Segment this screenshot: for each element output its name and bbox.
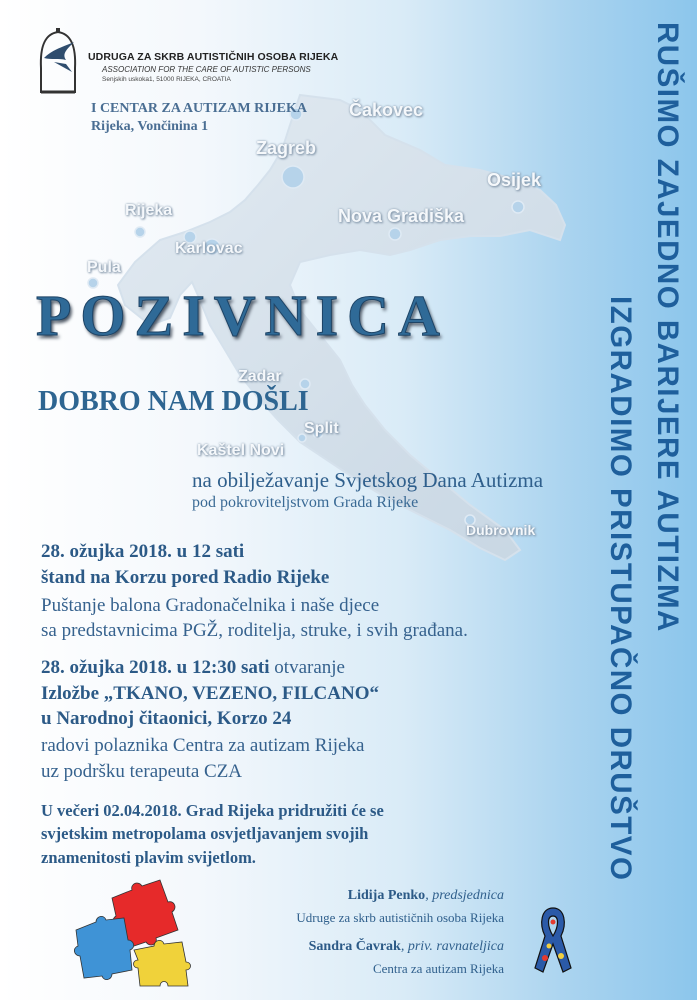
- association-name-english: ASSOCIATION FOR THE CARE OF AUTISTIC PERSONS: [102, 65, 311, 74]
- event2-date: 28. ožujka 2018. u 12:30 sati: [41, 657, 270, 678]
- event1-date: 28. ožujka 2018. u 12 sati: [41, 541, 245, 562]
- signature-1-org: Udruge za skrb autističnih osoba Rijeka: [296, 910, 504, 925]
- puzzle-pieces-icon: [72, 878, 192, 988]
- event2-title: Izložbe „TKANO, VEZENO, FILCANO“: [41, 683, 379, 704]
- signature-name: Sandra Čavrak: [308, 939, 401, 954]
- center-address: Rijeka, Vončinina 1: [91, 119, 209, 134]
- event2-description: radovi polaznika Centra za autizam Rijeka: [41, 735, 365, 756]
- slogan-line-2: IZGRADIMO PRISTUPAČNO DRUŠTVO: [604, 296, 637, 882]
- map-city-label: Rijeka: [125, 202, 173, 219]
- signature-role: , predsjednica: [425, 888, 504, 903]
- event1-description: Puštanje balona Gradonačelnika i naše djece: [41, 595, 380, 616]
- signature-1-name: [348, 888, 504, 904]
- autism-awareness-ribbon-icon: [531, 902, 575, 974]
- map-city-label: Dubrovnik: [466, 522, 536, 538]
- map-city-label: Kaštel Novi: [197, 442, 285, 459]
- bird-cage-logo: [36, 28, 80, 98]
- event2-place: u Narodnoj čitaonici, Korzo 24: [41, 708, 292, 729]
- event1-place: štand na Korzu pored Radio Rijeke: [41, 567, 330, 588]
- signature-name: Lidija Penko: [347, 888, 426, 903]
- center-name: I CENTAR ZA AUTIZAM RIJEKA: [91, 101, 307, 116]
- map-city-label: Čakovec: [349, 100, 424, 120]
- signature-2-name: [309, 939, 504, 955]
- patronage-text: pod pokroviteljstvom Grada Rijeke: [192, 494, 419, 511]
- map-city-label: Zagreb: [256, 138, 317, 158]
- map-city-label: Split: [304, 420, 339, 437]
- occasion-text: na obilježavanje Svjetskog Dana Autizma: [192, 468, 544, 492]
- slogan-line-1: RUŠIMO ZAJEDNO BARIJERE AUTIZMA: [651, 22, 684, 633]
- event2-description: uz podršku terapeuta CZA: [41, 761, 243, 782]
- map-city-label: Zadar: [238, 368, 282, 385]
- welcome-heading: DOBRO NAM DOŠLI: [38, 386, 309, 417]
- evening-text: znamenitosti plavim svijetlom.: [41, 848, 256, 867]
- association-address: Senjskih uskoka1, 51000 RIJEKA, CROATIA: [102, 76, 231, 83]
- event1-description: sa predstavnicima PGŽ, roditelja, struke, i svih građana.: [41, 620, 468, 641]
- invitation-title: POZIVNICA: [36, 283, 449, 348]
- map-city-label: Karlovac: [175, 240, 243, 257]
- map-city-label: Nova Gradiška: [338, 206, 465, 226]
- map-city-label: Osijek: [487, 170, 542, 190]
- evening-text: U večeri 02.04.2018. Grad Rijeka pridružiti će se: [41, 801, 384, 820]
- event2-date-suffix: otvaranje: [269, 657, 345, 678]
- map-city-label: Pula: [87, 259, 121, 276]
- event2-date-line: [41, 657, 345, 679]
- association-name: UDRUGA ZA SKRB AUTISTIČNIH OSOBA RIJEKA: [88, 51, 339, 63]
- signature-role: , priv. ravnateljica: [400, 939, 504, 954]
- signature-2-org: Centra za autizam Rijeka: [372, 961, 504, 976]
- evening-text: svjetskim metropolama osvjetljavanjem svojih: [41, 824, 369, 843]
